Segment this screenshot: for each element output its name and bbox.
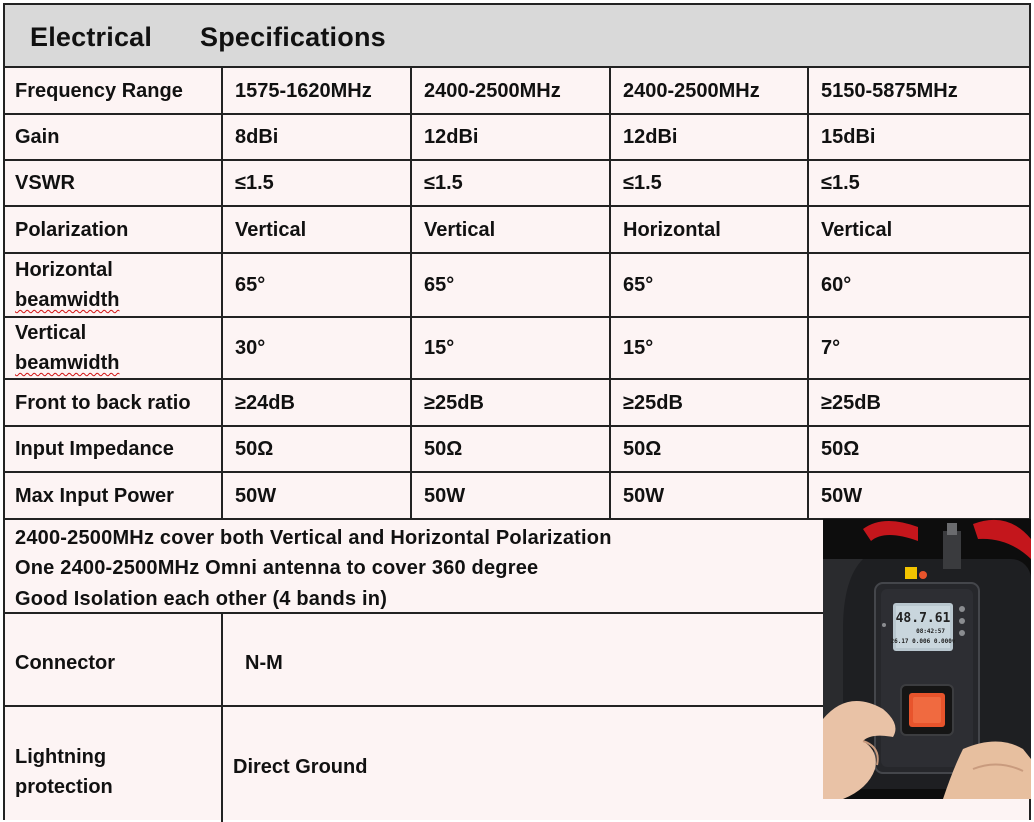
lightning-label (15, 742, 113, 802)
cell-value: 50Ω (222, 426, 411, 472)
table-row (5, 206, 1029, 253)
row-label (5, 317, 222, 379)
section-header (5, 5, 1029, 68)
specs-table (5, 68, 1029, 520)
cell-value: 15° (411, 317, 610, 379)
cell-value: Vertical (411, 206, 610, 253)
table-row (5, 317, 1029, 379)
cell-value: 15° (610, 317, 808, 379)
cell-value: ≤1.5 (808, 160, 1029, 206)
table-row (5, 379, 1029, 426)
cell-value: 65° (411, 253, 610, 317)
cell-value: 50W (411, 472, 610, 519)
cell-value: ≥25dB (411, 379, 610, 426)
cell-value: 15dBi (808, 114, 1029, 160)
device-illustration (823, 519, 1031, 799)
row-label: Gain (5, 114, 222, 160)
cell-value: 2400-2500MHz (411, 68, 610, 114)
row-label-line: Horizontal (15, 259, 113, 281)
cell-value: Horizontal (610, 206, 808, 253)
row-label: Front to back ratio (5, 379, 222, 426)
cell-value: Vertical (222, 206, 411, 253)
cell-value: 65° (610, 253, 808, 317)
row-label: Max Input Power (5, 472, 222, 519)
cell-value: ≤1.5 (411, 160, 610, 206)
cell-value: 65° (222, 253, 411, 317)
connector-value: N-M (245, 652, 283, 674)
table-row (5, 68, 1029, 114)
column-divider (221, 614, 223, 822)
cell-value: 12dBi (411, 114, 610, 160)
row-label-line: beamwidth (15, 289, 120, 311)
row-label: Polarization (5, 206, 222, 253)
cell-value: 50W (610, 472, 808, 519)
row-label: Frequency Range (5, 68, 222, 114)
cell-value: 50Ω (808, 426, 1029, 472)
table-row (5, 160, 1029, 206)
cell-value: 8dBi (222, 114, 411, 160)
connector-label: Connector (15, 652, 115, 674)
cell-value: ≥24dB (222, 379, 411, 426)
row-label: VSWR (5, 160, 222, 206)
cell-value: 60° (808, 253, 1029, 317)
cell-value: 30° (222, 317, 411, 379)
row-label (5, 253, 222, 317)
header-word-specifications: Specifications (200, 22, 386, 52)
row-label-line: beamwidth (15, 352, 120, 374)
table-row (5, 426, 1029, 472)
table-row (5, 472, 1029, 519)
note-line: Good Isolation each other (4 bands in) (15, 588, 388, 610)
display-time: 08:42:57 (916, 628, 945, 635)
cell-value: 12dBi (610, 114, 808, 160)
cell-value: 7° (808, 317, 1029, 379)
display-stats: 26.17 0.006 0.000v (890, 638, 956, 645)
cell-value: Vertical (808, 206, 1029, 253)
header-word-electrical: Electrical (30, 22, 153, 52)
note-line: 2400-2500MHz cover both Vertical and Horizontal Polarization (15, 527, 612, 549)
cell-value: 5150-5875MHz (808, 68, 1029, 114)
lightning-value: Direct Ground (233, 756, 368, 778)
cell-value: 50W (222, 472, 411, 519)
lightning-label-line: protection (15, 776, 113, 798)
table-row (5, 253, 1029, 317)
cell-value: ≤1.5 (610, 160, 808, 206)
cell-value: ≥25dB (808, 379, 1029, 426)
cell-value: ≤1.5 (222, 160, 411, 206)
lightning-label-line: Lightning (15, 746, 107, 768)
cell-value: 50Ω (610, 426, 808, 472)
table-row (5, 114, 1029, 160)
cell-value: 50W (808, 472, 1029, 519)
row-divider (5, 705, 825, 707)
row-label-line: Vertical (15, 322, 87, 344)
display-reading: 48.7.61 (895, 611, 951, 626)
cell-value: 2400-2500MHz (610, 68, 808, 114)
row-label: Input Impedance (5, 426, 222, 472)
note-line: One 2400-2500MHz Omni antenna to cover 360 degree (15, 557, 539, 579)
cell-value: 1575-1620MHz (222, 68, 411, 114)
cell-value: 50Ω (411, 426, 610, 472)
cell-value: ≥25dB (610, 379, 808, 426)
product-photo (823, 519, 1031, 799)
